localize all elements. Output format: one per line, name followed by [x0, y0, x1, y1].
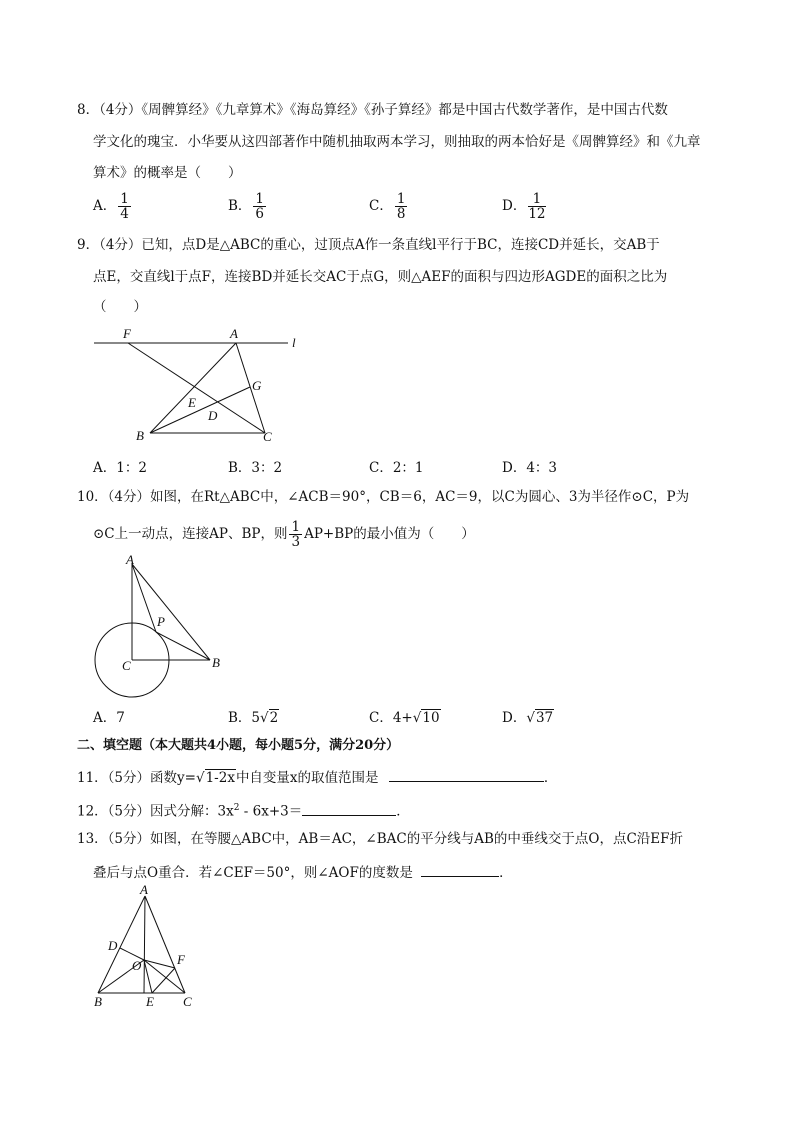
q8-line3: 算术》的概率是（ ） [93, 165, 242, 181]
q10-option-b[interactable]: B．5√2 [228, 710, 279, 726]
q13-label-b: B [94, 994, 102, 1009]
q9-label-b: B [136, 428, 144, 443]
q11-answer-blank[interactable] [389, 767, 544, 782]
q9-figure [90, 325, 310, 445]
q10-option-a[interactable]: A．7 [93, 710, 125, 726]
q8-option-a[interactable]: A． $\frac{1}{4}$ [93, 191, 129, 222]
q9-option-a[interactable]: A．1：2 [93, 460, 147, 476]
q9-line3: （ ） [93, 299, 147, 315]
q9-option-b[interactable]: B．3：2 [228, 460, 283, 476]
q9-label-g: G [252, 378, 262, 393]
q12-answer-blank[interactable] [302, 801, 396, 816]
q10-label-p: P [157, 614, 165, 629]
q13-answer-blank[interactable] [421, 862, 499, 877]
q8-line2: 学文化的瑰宝．小华要从这四部著作中随机抽取两本学习，则抽取的两本恰好是《周髀算经》和《九章 [93, 134, 701, 150]
q8-option-d[interactable]: D． $\frac{1}{12}$ [502, 191, 546, 222]
q9-line1: 9．（4分）已知，点D是△ABC的重心，过顶点A作一条直线l平行于BC，连接CD并延长，交AB于 [77, 237, 660, 253]
q10-line2: ⊙C上一动点，连接AP、BP，则 $\frac{1}{3}$ AP+BP的最小值为（ ） [93, 519, 475, 550]
q13-label-c: C [183, 994, 192, 1009]
q9-option-c[interactable]: C．2：1 [369, 460, 424, 476]
q9-option-d[interactable]: D．4：3 [502, 460, 558, 476]
q13-label-a: A [140, 882, 148, 897]
q12-line: 12．（5分）因式分解：$3x^2 - 6x+3=$ ． [77, 799, 410, 821]
q13-label-o: O [132, 958, 142, 973]
q9-line2: 点E，交直线l于点F，连接BD并延长交AC于点G，则△AEF的面积与四边形AGDE的面积之比为 [93, 269, 668, 285]
q13-label-e: E [146, 994, 154, 1009]
q10-option-d[interactable]: D．√37 [502, 710, 554, 726]
q13-label-f: F [177, 952, 185, 967]
q10-figure [90, 550, 240, 700]
section-title: 二、填空题（本大题共4小题，每小题5分，满分20分） [77, 738, 400, 753]
q10-option-c[interactable]: C．4+√10 [369, 710, 440, 726]
q10-label-b: B [212, 655, 220, 670]
q9-label-e: E [188, 395, 196, 410]
q10-label-a: A [126, 552, 134, 567]
q10-line1: 10．（4分）如图，在Rt△ABC中，∠ACB＝90°，CB＝6，AC＝9，以C为圆心、3为半径作⊙C，P为 [77, 489, 690, 505]
q10-label-c: C [122, 658, 131, 673]
q9-label-f: F [123, 326, 131, 341]
q13-line2: 叠后与点O重合．若∠CEF＝50°，则∠AOF的度数是 ． [93, 862, 513, 882]
q9-label-d: D [208, 408, 218, 423]
q9-label-l: l [292, 335, 296, 350]
q9-label-c: C [263, 429, 272, 444]
q8-line1: 8．（4分）《周髀算经》《九章算术》《海岛算经》《孙子算经》都是中国古代数学著作，是中国古代数 [77, 102, 668, 118]
q13-line1: 13．（5分）如图，在等腰△ABC中，AB＝AC，∠BAC的平分线与AB的中垂线交于点O，点C沿EF折 [77, 831, 683, 847]
q11-line: 11．（5分）函数y=√1-2x中自变量x的取值范围是 ． [77, 767, 557, 787]
q8-option-c[interactable]: C． $\frac{1}{8}$ [369, 191, 406, 222]
q9-label-a: A [230, 326, 238, 341]
q13-label-d: D [108, 938, 118, 953]
q8-option-b[interactable]: B． $\frac{1}{6}$ [228, 191, 265, 222]
q13-figure [88, 882, 208, 1012]
